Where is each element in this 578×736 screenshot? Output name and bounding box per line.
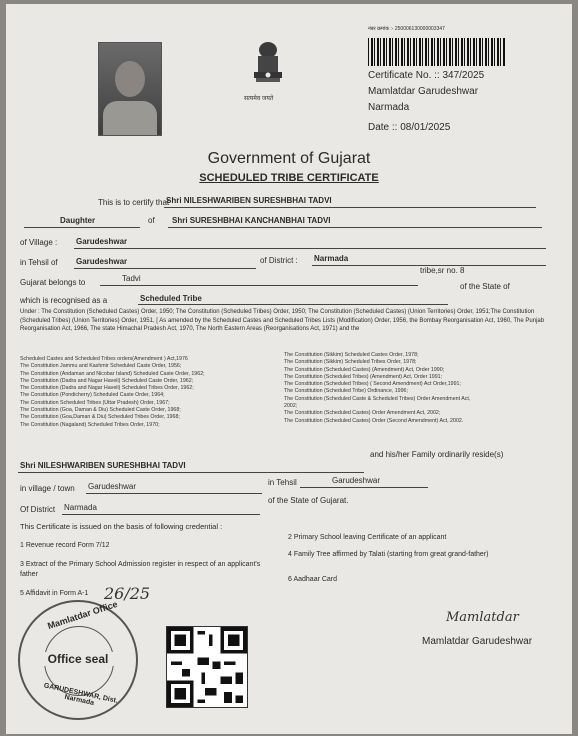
issuer-office: Mamlatdar Garudeshwar <box>368 86 479 97</box>
act-item: The Constitution (Scheduled Castes) Order Amendment Act, 2002; <box>284 410 441 417</box>
state-gujarat: of the State of Gujarat. <box>268 496 349 505</box>
acts-left-list <box>20 356 278 429</box>
state-of-label: of the State of <box>460 282 510 291</box>
act-item: The Constitution Scheduled Tribes (Uttar Pradesh) Order, 1967; <box>20 399 170 406</box>
certificate-number: Certificate No. :: 347/2025 <box>368 70 485 81</box>
in-tehsil-value: Garudeshwar <box>332 476 381 485</box>
belongs-label: Gujarat belongs to <box>20 278 86 287</box>
act-item: The Constitution (Sikkim) Scheduled Castes Order, 1978; <box>284 352 419 358</box>
act-item: The Constitution (Scheduled Caste & Scheduled Tribes) Order Amendment Act, <box>284 395 471 402</box>
office-seal <box>18 600 138 720</box>
certify-prefix: This is to certify that <box>98 198 170 207</box>
act-item: The Constitution (Goa, Daman & Diu) Scheduled Caste Order, 1968; <box>20 407 181 414</box>
credential-item: 5 Affidavit in Form A-1 <box>20 590 89 597</box>
recognised-value: Scheduled Tribe <box>140 294 202 303</box>
act-item: Scheduled Castes and Scheduled Tribes orders(Amendment ) Act,1976 <box>20 356 188 362</box>
credential-item: 6 Aadhaar Card <box>288 576 338 583</box>
village-town-value: Garudeshwar <box>88 482 137 491</box>
tehsil-value: Garudeshwar <box>76 257 128 266</box>
seal-bottom-text: GARUDESHWAR, Dist. Narmada <box>43 682 119 707</box>
village-town-label: in village / town <box>20 484 75 493</box>
seal-center-text: Office seal <box>30 652 126 666</box>
act-item: The Constitution (Andaman and Nicobar Island) Scheduled Caste Order, 1962; <box>20 370 205 377</box>
basis-text: This Certificate is issued on the basis of following credential : <box>20 522 223 531</box>
qr-code <box>166 626 248 708</box>
legal-basis-text: Under : The Constitution (Scheduled Castes) Order, 1950; The Constitution (Scheduled Tribes) Order, 1950; The Constitution (Scheduled Castes) (Union Territories) Order, 1951;The Constitution (Scheduled Tribes) (Union Territories) Order, 1951, [ As amended by the Scheduled Castes and Scheduled Tribes Lists (Modification) Order, 1956, the Bombay Reorganisation Act, 1960, The Punjab Reorganisation Act, 1966, The state Himachal Pradesh Act, 1970, The North Eastern Areas (Reorganisations Act, 1971) and the <box>20 309 545 333</box>
tehsil-label: in Tehsil of <box>20 258 58 267</box>
act-item: 2002; <box>284 403 298 410</box>
emblem-caption: सत्यमेव जयते <box>244 96 274 102</box>
document-subtitle: SCHEDULED TRIBE CERTIFICATE <box>199 172 379 184</box>
applicant-photo <box>98 42 162 136</box>
document-title: Government of Gujarat <box>207 150 371 167</box>
photo-face <box>115 61 145 97</box>
seal-ring-text: Mamlatdar Office <box>46 598 119 632</box>
act-item: The Constitution (Goa,Daman & Diu) Scheduled Tribes Order, 1968; <box>20 414 180 421</box>
holder-name: Shri NILESHWARIBEN SURESHBHAI TADVI <box>166 196 332 205</box>
issue-date: Date :: 08/01/2025 <box>368 122 451 133</box>
act-item: The Constitution (Scheduled Tribe) Ordinance, 1996; <box>284 388 408 395</box>
district-label: of District : <box>260 256 298 265</box>
of-district-label: Of District <box>20 505 56 514</box>
tribe-value: Tadvi <box>122 274 141 283</box>
national-emblem-icon <box>246 38 290 92</box>
barcode-number: नंबर क्रमांक :- 250006130000003347 <box>368 26 445 32</box>
photo-body <box>103 101 157 135</box>
credential-item: 1 Revenue record Form 7/12 <box>20 542 110 549</box>
tribe-serial: tribe,sr no. 8 <box>420 266 465 275</box>
holder-name-repeat: Shri NILESHWARIBEN SURESHBHAI TADVI <box>20 461 186 470</box>
certificate-document <box>6 4 572 734</box>
signature-caption: Mamlatdar Garudeshwar <box>422 636 533 647</box>
village-label: of Village : <box>20 238 58 247</box>
district-value: Narmada <box>314 254 349 263</box>
in-tehsil-label: in Tehsil <box>268 478 297 487</box>
officer-signature: Mamlatdar <box>446 610 519 625</box>
credential-item: 3 Extract of the Primary School Admission register in respect of an applicant's father <box>20 561 261 578</box>
credential-item: 2 Primary School leaving Certificate of an applicant <box>288 534 447 541</box>
act-item: The Constitution (Dadra and Nagar Haveli) Scheduled Tribes Order, 1962; <box>20 385 194 392</box>
act-item: The Constitution (Nagaland) Scheduled Tribes Order, 1970; <box>20 421 160 428</box>
act-item: The Constitution (Dadra and Nagar Haveli) Scheduled Caste Order, 1962; <box>20 377 194 384</box>
recognised-label: which is recognised as a <box>20 296 108 305</box>
of-district-value: Narmada <box>64 503 97 512</box>
act-item: The Constitution (Pondicherry) Scheduled Caste Order, 1964; <box>20 392 165 399</box>
credential-item: 4 Family Tree affirmed by Talati (starting from great grand-father) <box>288 551 489 558</box>
act-item: The Constitution Jammu and Kashmir Scheduled Caste Order, 1956; <box>20 363 182 370</box>
of-label: of <box>148 216 155 225</box>
handwritten-note: 26/25 <box>104 584 151 603</box>
act-item: The Constitution (Scheduled Tribes) (Amendment) Act, Order 1991; <box>284 373 443 380</box>
issuer-district: Narmada <box>368 102 410 113</box>
act-item: The Constitution (Scheduled Tribes) ( Second Amendment) Act Order,1991; <box>284 381 461 388</box>
act-item: The Constitution (Sikkim) Scheduled Tribes Order, 1978; <box>284 359 417 366</box>
act-item: The Constitution (Scheduled Castes) (Amendment) Act, Order 1990; <box>284 366 445 373</box>
relation: Daughter <box>60 216 96 225</box>
village-value: Garudeshwar <box>76 237 128 246</box>
family-reside-text: and his/her Family ordinarily reside(s) <box>370 450 504 459</box>
parent-name: Shri SURESHBHAI KANCHANBHAI TADVI <box>172 216 331 225</box>
act-item: The Constitution (Scheduled Castes) Order (Second Amendment) Act, 2002. <box>284 417 464 424</box>
barcode <box>368 38 506 66</box>
acts-right-list <box>284 352 552 425</box>
